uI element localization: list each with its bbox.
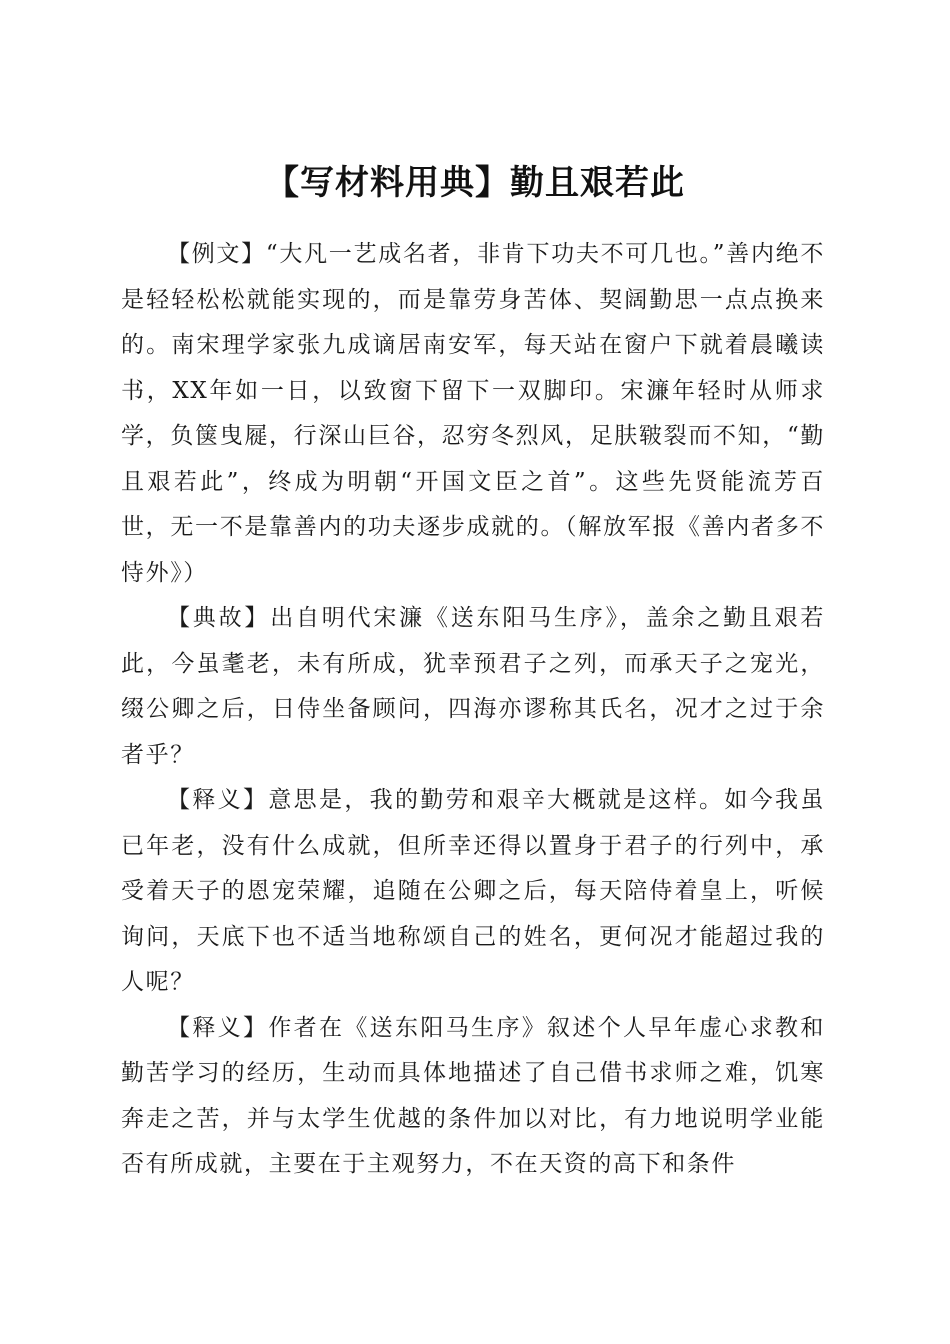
paragraph-tag: 【释义】 bbox=[167, 1014, 269, 1041]
paragraph-text: “大凡一艺成名者，非肯下功夫不可几也。”善内绝不是轻轻松松就能实现的，而是靠劳身苦体、契阔勤思一点点换来的。南宋理学家张九成谪居南安军，每天站在窗户下就着晨曦读书，XX年如一日，以致窗下留下一双脚印。宋濂年轻时从师求学，负箧曳屣，行深山巨谷，忍穷冬烈风，足肤皲裂而不知，“勤且艰若此”，终成为明朝“开国文臣之首”。这些先贤能流芳百世，无一不是靠善内的功夫逐步成就的。（解放军报《善内者多不恃外》） bbox=[121, 241, 825, 586]
document-body bbox=[121, 232, 825, 1188]
paragraph-text: 作者在《送东阳马生序》叙述个人早年虚心求教和勤苦学习的经历，生动而具体地描述了自己借书求师之难，饥寒奔走之苦，并与太学生优越的条件加以对比，有力地说明学业能否有所成就，主要在于主观努力，不在天资的高下和条件 bbox=[121, 1014, 825, 1177]
paragraph-text: 出自明代宋濂《送东阳马生序》，盖余之勤且艰若此，今虽耄老，未有所成，犹幸预君子之列，而承天子之宠光，缀公卿之后，日侍坐备顾问，四海亦谬称其氏名，况才之过于余者乎？ bbox=[121, 605, 825, 768]
paragraph-tag: 【典故】 bbox=[167, 605, 271, 631]
paragraph-interpretation bbox=[121, 1006, 825, 1188]
paragraph-example bbox=[121, 232, 825, 596]
paragraph-tag: 【例文】 bbox=[167, 241, 266, 267]
document-title: 【写材料用典】勤且艰若此 bbox=[265, 162, 685, 203]
paragraph-tag: 【释义】 bbox=[167, 787, 269, 813]
paragraph-meaning bbox=[121, 778, 825, 1006]
paragraph-allusion bbox=[121, 596, 825, 778]
paragraph-text: 意思是，我的勤劳和艰辛大概就是这样。如今我虽已年老，没有什么成就，但所幸还得以置身于君子的行列中，承受着天子的恩宠荣耀，追随在公卿之后，每天陪侍着皇上，听候询问，天底下也不适当地称颂自己的姓名，更何况才能超过我的人呢？ bbox=[121, 787, 825, 995]
